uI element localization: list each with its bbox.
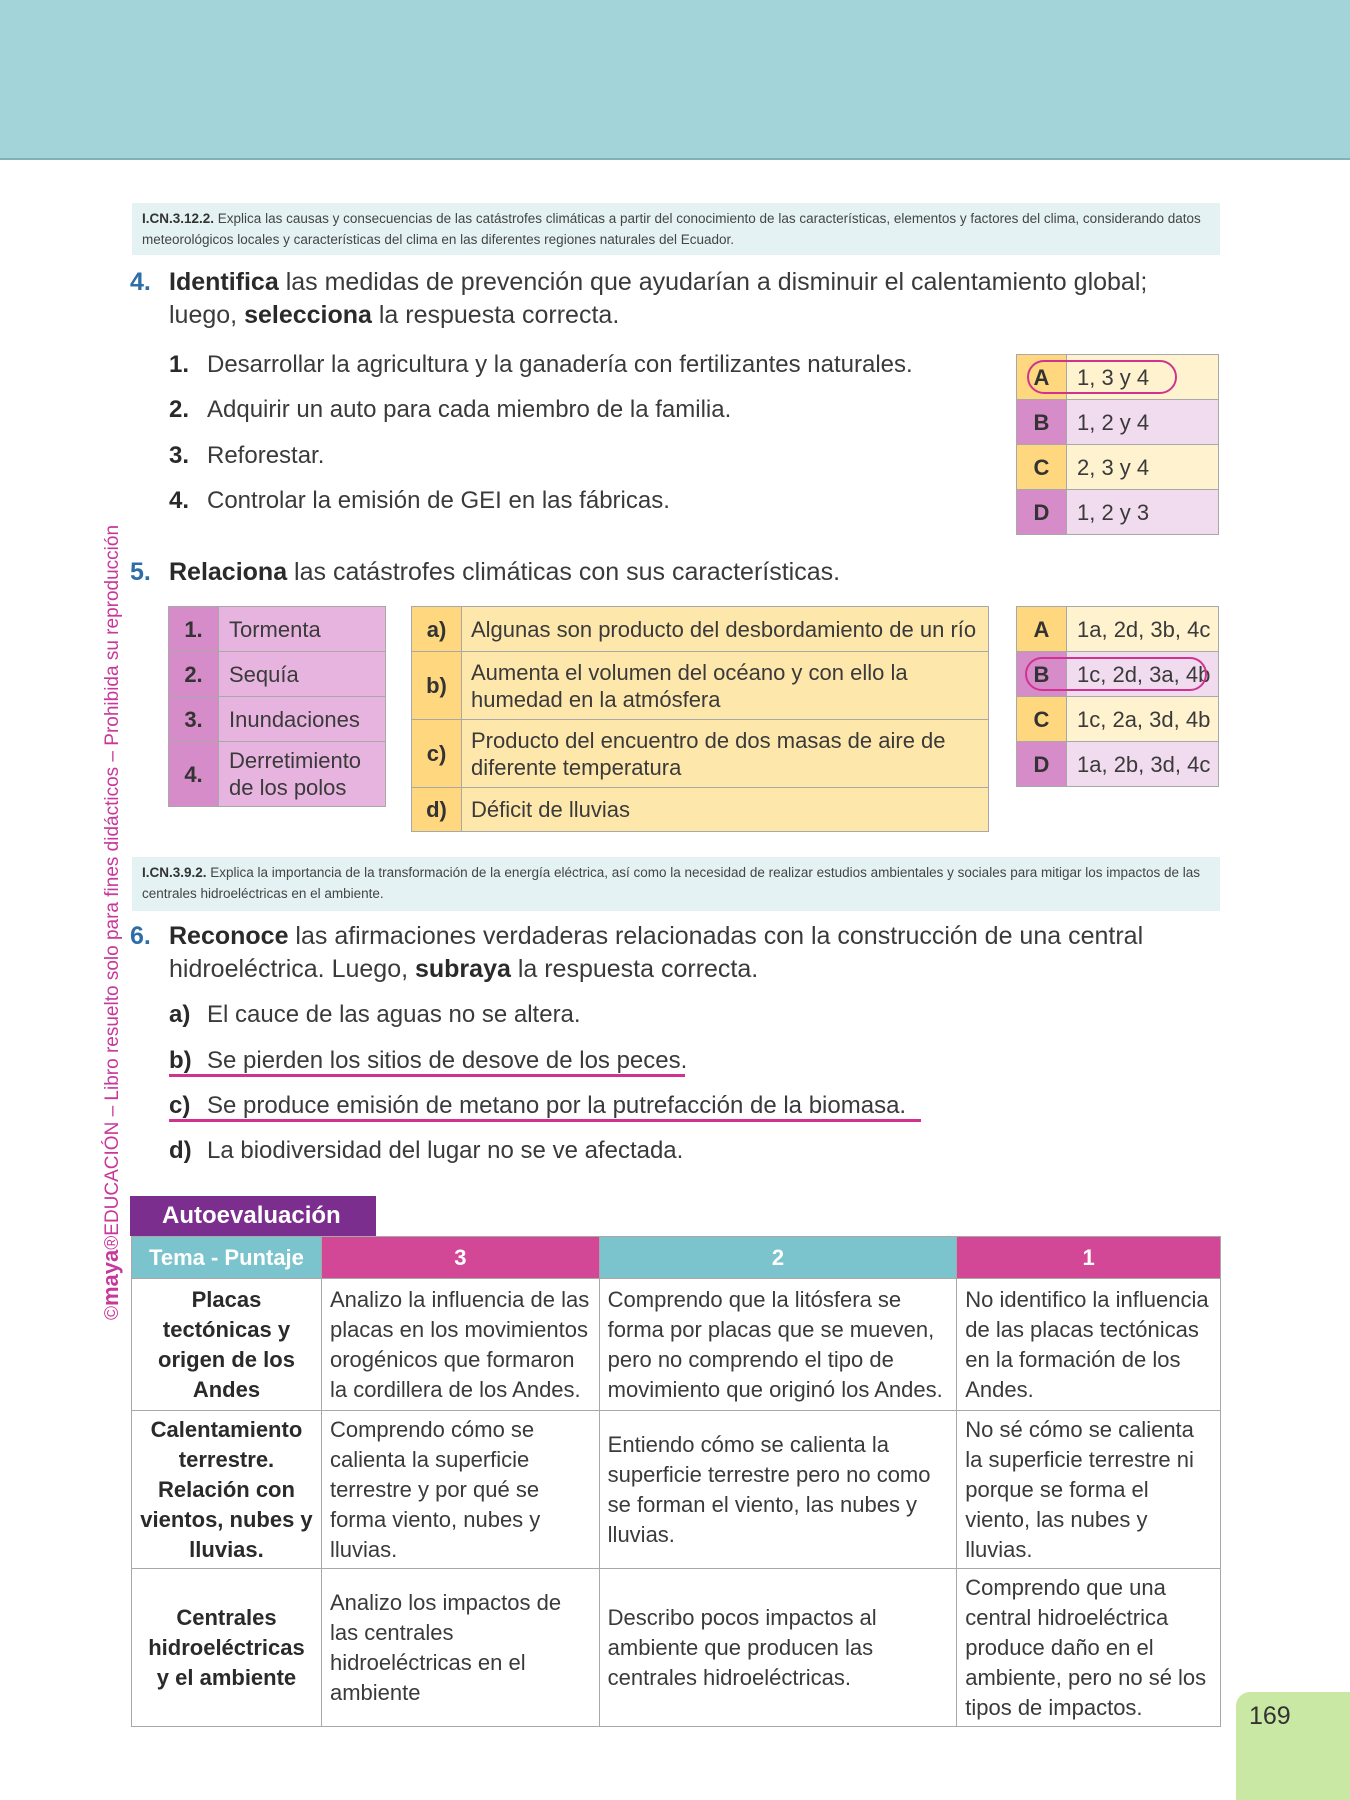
- header-score-3: 3: [321, 1237, 599, 1279]
- table-row: Placas tectónicas y origen de los Andes Analizo la influencia de las placas en los movimientos orogénicos que formaron la cordillera de los Andes. Comprendo que la litósfera se forma por placas que se mueven, pero no comprendo el tipo de movimiento que originó los Andes. No identifico la influencia de las placas tectónicas en la formación de los Andes.: [132, 1279, 1221, 1411]
- q4-item: 3. Reforestar.: [169, 442, 325, 469]
- answer-underline: [169, 1074, 685, 1077]
- question-4: 4. Identifica las medidas de prevención que ayudarían a disminuir el calentamiento global; luego, selecciona la respuesta correcta.: [130, 268, 1148, 329]
- option-row[interactable]: A 1, 3 y 4: [1017, 355, 1219, 400]
- option-row[interactable]: D 1a, 2b, 3d, 4c: [1017, 742, 1219, 787]
- self-evaluation-table: [131, 1236, 1221, 1727]
- option-row[interactable]: C 1c, 2a, 3d, 4b: [1017, 697, 1219, 742]
- page-number: 169: [1249, 1702, 1291, 1730]
- q6-item: c) Se produce emisión de metano por la putrefacción de la biomasa.: [169, 1092, 907, 1119]
- selection-circle: [1027, 360, 1177, 394]
- header-band: [0, 0, 1350, 160]
- indicator-box: I.CN.3.9.2. Explica la importancia de la transformación de la energía eléctrica, así como la necesidad de realizar estudios ambientales y sociales para mitigar los impactos de las centrales hidroeléctricas en el ambiente.: [132, 857, 1220, 911]
- catastrophes-table: 1. Tormenta 2. Sequía 3. Inundaciones 4. Derretimiento de los polos: [168, 606, 386, 807]
- q6-item: a) El cauce de las aguas no se altera.: [169, 1001, 581, 1028]
- side-copyright-credit: ©maya®EDUCACIÓN – Libro resuelto solo para fines didácticos – Prohibida su reproducción: [98, 524, 123, 1320]
- characteristics-table: a) Algunas son producto del desbordamiento de un río b) Aumenta el volumen del océano y con ello la humedad en la atmósfera c) Producto del encuentro de dos masas de aire de diferente temperatura d) Déficit de lluvias: [411, 606, 989, 832]
- option-row[interactable]: A 1a, 2d, 3b, 4c: [1017, 607, 1219, 652]
- option-row[interactable]: B 1c, 2d, 3a, 4b: [1017, 652, 1219, 697]
- self-evaluation-title: Autoevaluación: [130, 1196, 376, 1236]
- question-6: 6. Reconoce las afirmaciones verdaderas relacionadas con la construcción de una central hidroeléctrica. Luego, subraya la respuesta correcta.: [130, 922, 1144, 983]
- q5-options-table: [1016, 606, 1219, 787]
- q6-item: b) Se pierden los sitios de desove de los peces.: [169, 1047, 688, 1074]
- header-score-2: 2: [599, 1237, 957, 1279]
- option-row[interactable]: B 1, 2 y 4: [1017, 400, 1219, 445]
- option-row[interactable]: D 1, 2 y 3: [1017, 490, 1219, 535]
- q4-item: 4. Controlar la emisión de GEI en las fábricas.: [169, 487, 670, 514]
- q4-item: 2. Adquirir un auto para cada miembro de la familia.: [169, 396, 732, 423]
- selection-circle: [1025, 657, 1207, 691]
- option-row[interactable]: C 2, 3 y 4: [1017, 445, 1219, 490]
- brand-logo: maya: [98, 1249, 123, 1306]
- question-5: 5. Relaciona las catástrofes climáticas con sus características.: [130, 558, 841, 586]
- indicator-box: I.CN.3.12.2. Explica las causas y consecuencias de las catástrofes climáticas a partir del conocimiento de las características, elementos y factores del clima, considerando datos meteorológicos locales y características del clima en las diferentes regiones naturales del Ecuador.: [132, 203, 1220, 255]
- q4-item: 1. Desarrollar la agricultura y la ganadería con fertilizantes naturales.: [169, 351, 913, 378]
- header-score-1: 1: [957, 1237, 1221, 1279]
- table-row: Calentamiento terrestre. Relación con vientos, nubes y lluvias. Comprendo cómo se calienta la superficie terrestre y por qué se forma viento, nubes y lluvias. Entiendo cómo se calienta la superficie terrestre pero no como se forman el viento, las nubes y lluvias. No sé cómo se calienta la superficie terrestre ni porque se forma el viento, las nubes y lluvias.: [132, 1411, 1221, 1569]
- table-row: Centrales hidroeléctricas y el ambiente Analizo los impactos de las centrales hidroeléctricas en el ambiente Describo pocos impactos al ambiente que producen las centrales hidroeléctricas. Comprendo que una central hidroeléctrica produce daño en el ambiente, pero no sé los tipos de impactos.: [132, 1569, 1221, 1727]
- answer-underline: [169, 1119, 921, 1122]
- header-topic: Tema - Puntaje: [132, 1237, 322, 1279]
- q6-item: d) La biodiversidad del lugar no se ve afectada.: [169, 1137, 684, 1164]
